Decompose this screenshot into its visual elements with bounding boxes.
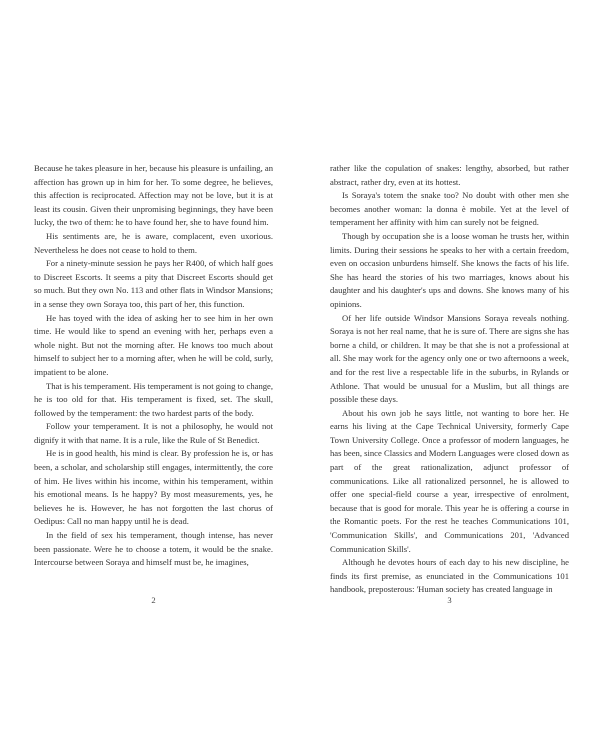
paragraph: In the field of sex his temperament, though intense, has never been passionate. Were he to choose a totem, it would be the snake. Intercourse between Soraya and himself must be, he imagines, [34,530,273,568]
right-page [330,162,569,597]
paragraph: About his own job he says little, not wanting to bore her. He earns his living at the Cape Technical University, formerly Cape Town University College. Once a professor of modern languages, he has been, since Classics and Modern Languages were closed down as part of the great rationalization, adjunct professor of communications. Like all rationalized personnel, he is allowed to offer one special-field course a year, irrespective of enrolment, because that is good for morale. This year he is offering a course in the Romantic poets. For the rest he teaches Communications 101, 'Communication Skills', and Communications 201, 'Advanced Communication Skills'. [330,407,569,554]
page-number: 2 [151,595,156,605]
paragraph: His sentiments are, he is aware, complacent, even uxorious. Nevertheless he does not cease to hold to them. [34,230,273,255]
paragraph: Although he devotes hours of each day to his new discipline, he finds its first premise, as enunciated in the Communications 101 handbook, preposterous: 'Human society has created language in [330,557,569,595]
paragraph: rather like the copulation of snakes: lengthy, absorbed, but rather abstract, rather dry, even at its hottest. [330,163,569,187]
paragraph: Follow your temperament. It is not a philosophy, he would not dignify it with that name. It is a rule, like the Rule of St Benedict. [34,421,273,445]
paragraph: Though by occupation she is a loose woman he trusts her, within limits. During their sessions he speaks to her with a certain freedom, even on occasion unburdens himself. She knows the facts of his life. She has heard the stories of his two marriages, knows about his daughter and his daughter's ups and downs. She knows many of his opinions. [330,230,569,309]
paragraph: That is his temperament. His temperament is not going to change, he is too old for that. His temperament is fixed, set. The skull, followed by the temperament: the two hardest parts of the body. [34,380,273,418]
paragraph: Of her life outside Windsor Mansions Soraya reveals nothing. Soraya is not her real name, that he is sure of. There are signs she has borne a child, or children. It may be that she is not a professional at all. She may work for the agency only one or two afternoons a week, and for the rest live a respectable life in the suburbs, in Rylands or Athlone. That would be unusual for a Muslim, but all things are possible these days. [330,312,569,405]
paragraph: Is Soraya's totem the snake too? No doubt with other men she becomes another woman: la donna è mobile. Yet at the level of temperament her affinity with him can surely not be feigned. [330,190,569,228]
right-page-text [330,162,569,597]
paragraph: He is in good health, his mind is clear. By profession he is, or has been, a scholar, and scholarship still engages, intermittently, the core of him. He lives within his income, within his temperament, within his emotional means. Is he happy? By most measurements, yes, he believes he is. However, he has not forgotten the last chorus of Oedipus: Call no man happy until he is dead. [34,448,273,527]
left-page [34,162,273,570]
paragraph: For a ninety-minute session he pays her R400, of which half goes to Discreet Escorts. It seems a pity that Discreet Escorts should get so much. But they own No. 113 and other flats in Windsor Mansions; in a sense they own Soraya too, this part of her, this function. [34,258,273,309]
left-page-text [34,162,273,570]
paragraph: He has toyed with the idea of asking her to see him in her own time. He would like to spend an evening with her, perhaps even a whole night. But not the morning after. He knows too much about himself to subject her to a morning after, when he will be cold, surly, impatient to be alone. [34,312,273,377]
page-number: 3 [447,595,452,605]
paragraph: Because he takes pleasure in her, because his pleasure is unfailing, an affection has grown up in him for her. To some degree, he believes, this affection is reciprocated. Affection may not be love, but it is at least its cousin. Given their unpromising beginnings, they have been lucky, the two of them: he to have found her, she to have found him. [34,163,273,228]
